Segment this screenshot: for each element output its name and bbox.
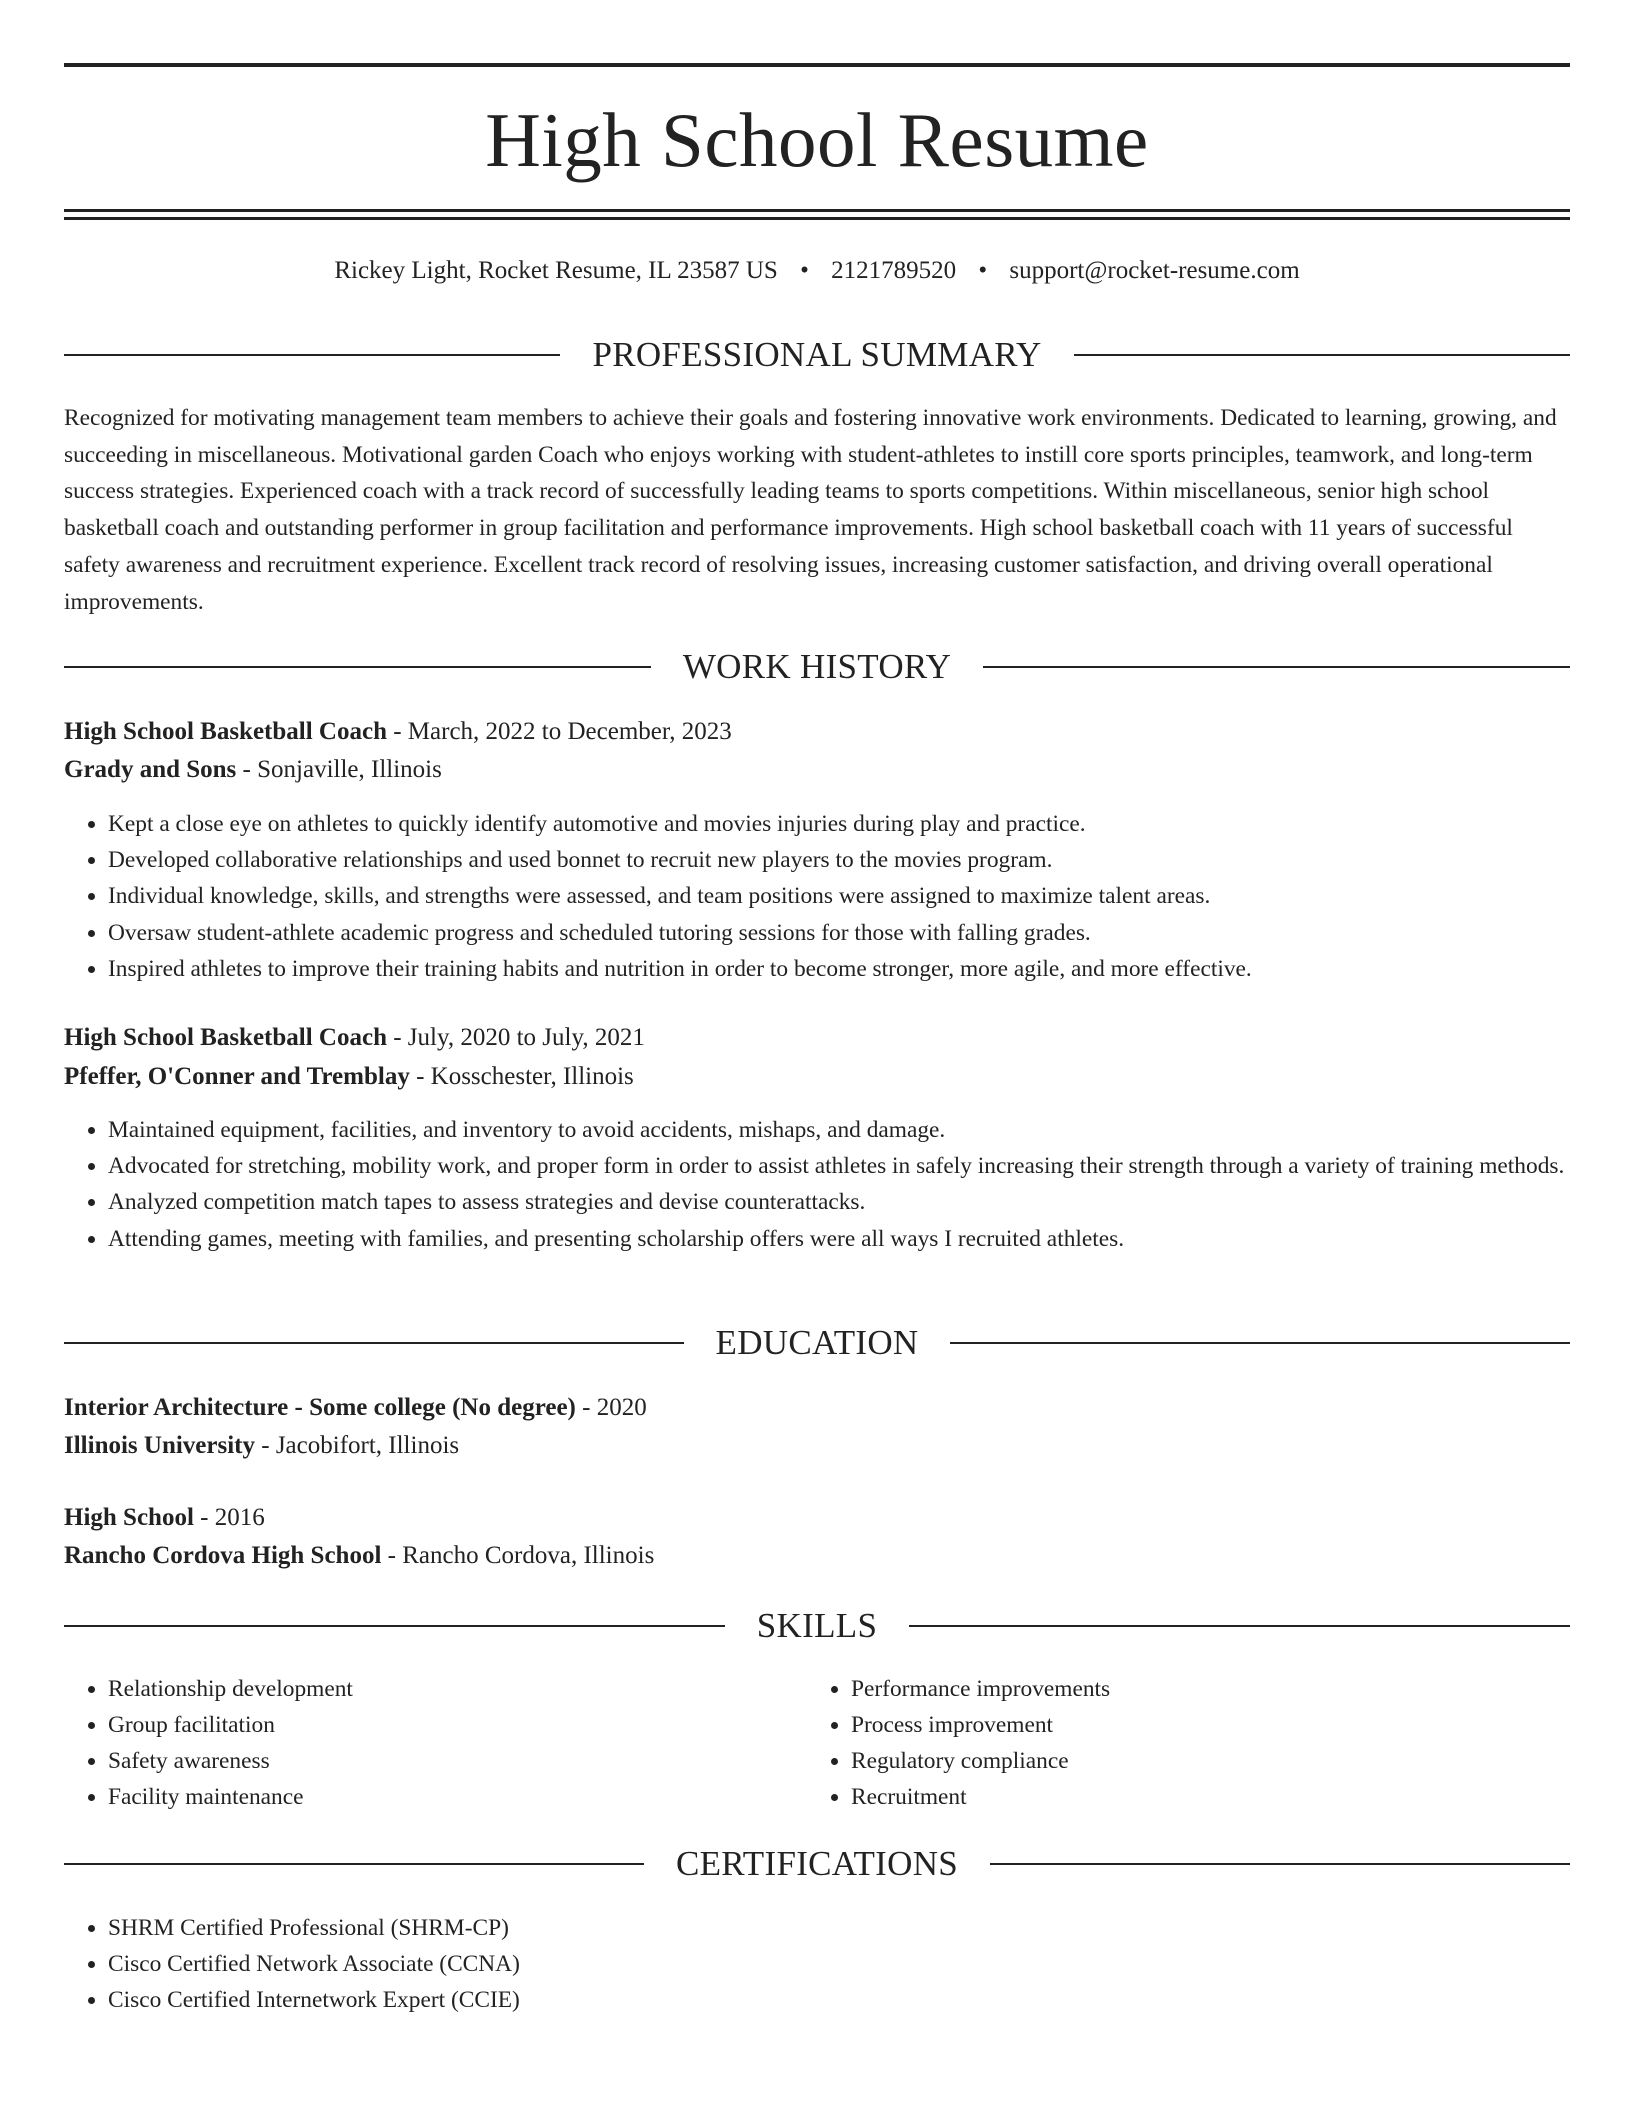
section-header-summary (64, 335, 1570, 375)
job-title: High School Basketball Coach (64, 1024, 387, 1051)
job-dates: - March, 2022 to December, 2023 (386, 718, 732, 745)
job-title-line (64, 715, 1570, 749)
section-rule (64, 1863, 644, 1865)
education-location: - Rancho Cordova, Illinois (381, 1542, 655, 1569)
section-rule (909, 1625, 1570, 1627)
contact-line (64, 254, 1570, 288)
job-title: High School Basketball Coach (64, 718, 387, 745)
skill-item: • Facility maintenance (108, 1779, 808, 1815)
section-rule (64, 1625, 725, 1627)
education-school-line (64, 1539, 1570, 1573)
section-header-education (64, 1323, 1570, 1363)
skill-item: • Process improvement (851, 1707, 1551, 1743)
education-school: Illinois University (64, 1432, 255, 1459)
section-title: CERTIFICATIONS (675, 1844, 959, 1883)
section-title: SKILLS (756, 1606, 878, 1645)
skill-item: • Performance improvements (851, 1671, 1551, 1707)
section-rule (950, 1342, 1570, 1344)
title-rule-upper (64, 209, 1570, 212)
job-bullet: • Maintained equipment, facilities, and inventory to avoid accidents, mishaps, and damage. (108, 1112, 1570, 1148)
job-title-line (64, 1021, 1570, 1055)
contact-separator: • (978, 257, 988, 284)
job-bullet: • Advocated for stretching, mobility work, and proper form in order to assist athletes in safely increasing their strength through a variety of training methods. (108, 1148, 1570, 1184)
section-header-work (64, 647, 1570, 687)
job-bullet: • Analyzed competition match tapes to assess strategies and devise counterattacks. (108, 1184, 1570, 1220)
section-title: PROFESSIONAL SUMMARY (592, 335, 1042, 374)
summary-text: Recognized for motivating management team members to achieve their goals and fostering innovative work environments. Dedicated to learning, growing, and succeeding in miscellaneous. Motivational garden Coach who enjoys working with student-athletes to instill core sports principles, teamwork, and long-term success strategies. Experienced coach with a track record of successfully leading teams to sports competitions. Within miscellaneous, senior high school basketball coach and outstanding performer in group facilitation and performance improvements. High school basketball coach with 11 years of successful safety awareness and recruitment experience. Excellent track record of resolving issues, increasing customer satisfaction, and driving overall operational improvements. (64, 405, 1557, 615)
section-rule (64, 666, 651, 668)
skill-item: • Regulatory compliance (851, 1743, 1551, 1779)
job-bullet: • Attending games, meeting with families, and presenting scholarship offers were all ways I recruited athletes. (108, 1221, 1570, 1257)
skill-item: • Recruitment (851, 1779, 1551, 1815)
skill-item: • Safety awareness (108, 1743, 808, 1779)
job-location: - Kosschester, Illinois (409, 1063, 634, 1090)
education-degree: Interior Architecture - Some college (No degree) (64, 1394, 576, 1421)
education-school-line (64, 1429, 1570, 1463)
section-title: EDUCATION (715, 1323, 919, 1362)
job-company-line (64, 1060, 1570, 1094)
job-bullet: • Kept a close eye on athletes to quickly identify automotive and movies injuries during play and practice. (108, 806, 1570, 842)
education-year: - 2016 (193, 1504, 265, 1531)
contact-email: support@rocket-resume.com (1009, 257, 1300, 284)
education-degree-line (64, 1501, 1570, 1535)
section-rule (1074, 354, 1570, 356)
job-bullet: • Developed collaborative relationships and used bonnet to recruit new players to the movies program. (108, 842, 1570, 878)
education-location: - Jacobifort, Illinois (255, 1432, 460, 1459)
title-rule-lower (64, 217, 1570, 220)
resume-title: High School Resume (485, 97, 1149, 183)
certifications-list (64, 1910, 1570, 2019)
skills-list-left (64, 1671, 808, 1815)
education-degree: High School (64, 1504, 194, 1531)
section-rule (64, 354, 560, 356)
job-bullet: • Inspired athletes to improve their training habits and nutrition in order to become stronger, more agile, and more effective. (108, 951, 1570, 987)
top-rule (64, 63, 1570, 67)
skill-item: • Relationship development (108, 1671, 808, 1707)
section-rule (983, 666, 1570, 668)
section-header-certifications (64, 1844, 1570, 1884)
job-dates: - July, 2020 to July, 2021 (386, 1024, 645, 1051)
contact-separator: • (800, 257, 809, 284)
job-bullets (64, 1112, 1570, 1257)
job-location: - Sonjaville, Illinois (236, 756, 442, 783)
education-degree-line (64, 1391, 1570, 1425)
section-rule (990, 1863, 1570, 1865)
job-company: Pfeffer, O'Conner and Tremblay (64, 1063, 410, 1090)
contact-phone: 2121789520 (831, 257, 957, 284)
certification-item: • Cisco Certified Internetwork Expert (CCIE) (108, 1982, 1570, 2018)
education-school: Rancho Cordova High School (64, 1542, 382, 1569)
section-rule (64, 1342, 684, 1344)
certification-item: • SHRM Certified Professional (SHRM-CP) (108, 1910, 1570, 1946)
job-bullet: • Oversaw student-athlete academic progress and scheduled tutoring sessions for those with falling grades. (108, 915, 1570, 951)
job-company: Grady and Sons (64, 756, 237, 783)
section-title: WORK HISTORY (682, 647, 952, 686)
skill-item: • Group facilitation (108, 1707, 808, 1743)
job-company-line (64, 753, 1570, 787)
certification-item: • Cisco Certified Network Associate (CCNA) (108, 1946, 1570, 1982)
education-year: - 2020 (575, 1394, 647, 1421)
skills-list-right (807, 1671, 1551, 1815)
job-bullets (64, 806, 1570, 987)
contact-address: Rickey Light, Rocket Resume, IL 23587 US (334, 257, 778, 284)
job-bullet: • Individual knowledge, skills, and strengths were assessed, and team positions were assigned to maximize talent areas. (108, 878, 1570, 914)
section-header-skills (64, 1606, 1570, 1646)
